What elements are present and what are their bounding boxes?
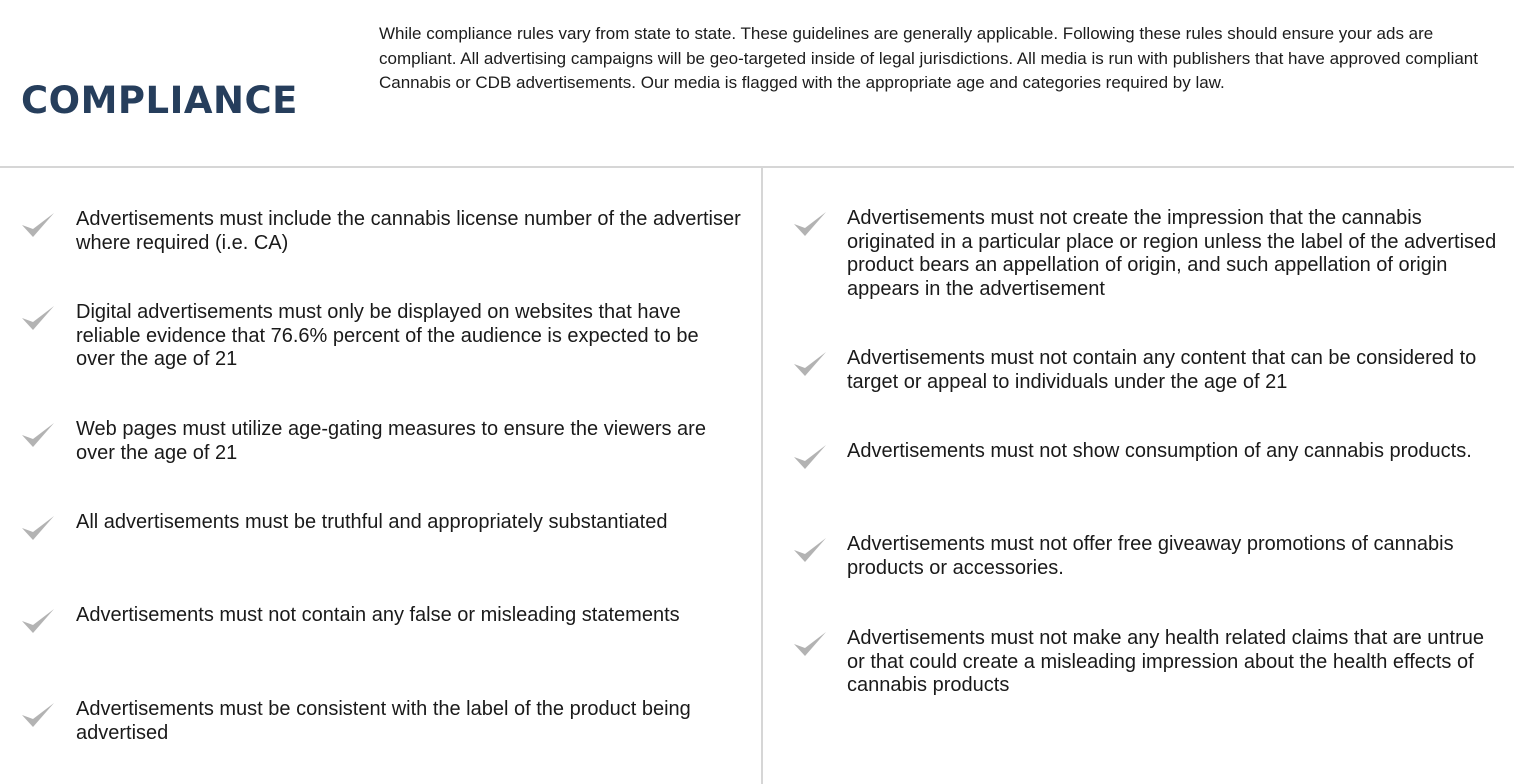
check-icon <box>793 535 827 565</box>
check-icon <box>21 210 55 240</box>
vertical-divider <box>761 168 763 784</box>
rule-text: Web pages must utilize age-gating measures to ensure the viewers are over the age of 21 <box>76 418 706 464</box>
intro-paragraph: While compliance rules vary from state to state. These guidelines are generally applicable. Following these rules should ensure your ads are compliant. All advertising campaigns will be geo-targeted inside of legal jurisdictions. All media is run with publishers that have approved compliant Cannabis or CDB advertisements. Our media is flagged with the appropriate age and categories required by law. <box>379 24 1478 92</box>
rule-text: Advertisements must not offer free giveaway promotions of cannabis products or accessories. <box>847 533 1454 579</box>
rule-text: All advertisements must be truthful and appropriately substantiated <box>76 511 668 533</box>
rule-text: Digital advertisements must only be displayed on websites that have reliable evidence that 76.6% percent of the audience is expected to be over the age of 21 <box>76 301 699 370</box>
rule-text: Advertisements must not contain any content that can be considered to target or appeal to individuals under the age of 21 <box>847 347 1477 393</box>
rule-text: Advertisements must not contain any false or misleading statements <box>76 604 680 626</box>
check-icon <box>793 442 827 472</box>
check-icon <box>21 513 55 543</box>
check-icon <box>21 420 55 450</box>
check-icon <box>21 303 55 333</box>
header <box>0 0 1514 167</box>
rule-text: Advertisements must not create the impression that the cannabis originated in a particular place or region unless the label of the advertised product bears an appellation of origin, and such appellation of origin appears in the advertisement <box>847 207 1497 300</box>
check-icon <box>793 349 827 379</box>
check-icon <box>21 700 55 730</box>
page-title: COMPLIANCE <box>21 79 298 122</box>
check-icon <box>793 629 827 659</box>
check-icon <box>21 606 55 636</box>
rule-text: Advertisements must not make any health related claims that are untrue or that could create a misleading impression about the health effects of cannabis products <box>847 627 1484 696</box>
rule-text: Advertisements must be consistent with the label of the product being advertised <box>76 698 691 744</box>
check-icon <box>793 209 827 239</box>
rule-text: Advertisements must include the cannabis license number of the advertiser where required (i.e. CA) <box>76 208 741 254</box>
rule-text: Advertisements must not show consumption of any cannabis products. <box>847 440 1472 462</box>
horizontal-divider <box>0 166 1514 168</box>
